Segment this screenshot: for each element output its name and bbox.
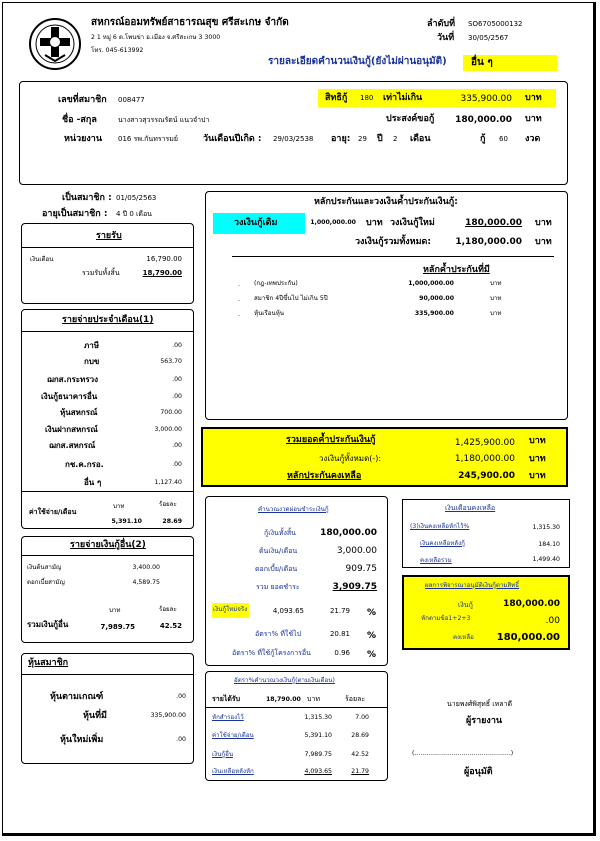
after-loan-pct-sign: %: [367, 608, 377, 618]
installment-row-3-label: รวม ยอดชำระ: [256, 583, 300, 591]
total-limit-value: 1,180,000.00: [455, 237, 522, 247]
cost-per-month-label: ค่าใช้จ่าย/เดือน: [29, 508, 77, 516]
cost-value: 5,391.10: [111, 518, 142, 525]
installment-row-0-label: กู้เงินทั้งสิ้น: [264, 529, 296, 537]
guarantee-item-unit: บาท: [490, 295, 502, 302]
loan-type-badge: อื่น ๆ: [463, 55, 557, 71]
approval-loan-label: เงินกู้: [458, 601, 473, 609]
months-label: เดือน: [410, 134, 431, 144]
rights-count: 180: [360, 94, 374, 102]
ratio-used-value: 20.81: [329, 630, 350, 638]
monthly-item-label: เงินกู้ธนาคารอื่น: [41, 392, 98, 401]
installment-row-2-value: 909.75: [345, 564, 377, 574]
age-months: 2: [393, 135, 398, 143]
ratio-row-value: 1,315.30: [304, 714, 332, 721]
member-since-label: เป็นสมาชิก :: [62, 193, 112, 203]
ratio-row-pct: 28.69: [351, 732, 369, 739]
ratio-row-value: 4,093.65: [304, 768, 332, 775]
installments-value: 60: [499, 135, 508, 143]
age-label: อายุ:: [331, 134, 351, 144]
rights-baht: บาท: [525, 93, 542, 103]
monthly-item-label: กบข: [84, 357, 100, 366]
loan-expense-title: รายจ่ายเงินกู้อื่น(2): [70, 540, 146, 550]
approver-signature-line: (.................................................): [412, 750, 514, 757]
total-limit-label: วงเงินกู้รวมทั้งหมด:: [355, 237, 431, 247]
guarantee-title: หลักค้ำประกันที่มี: [423, 265, 490, 275]
order-label: ลำดับที่: [427, 19, 456, 29]
member-id-label: เลขที่สมาชิก: [58, 95, 107, 105]
reporter-name: นายพงศ์พิสุทธิ์ เหลาดี: [447, 700, 513, 708]
remaining-salary-row-2-value: 1,499.40: [532, 556, 560, 563]
ratio-row-label: ค่าใช้จ่าย/เดือน: [212, 732, 254, 739]
monthly-item-value: 700.00: [160, 409, 182, 416]
monthly-item-label: หุ้นสหกรณ์: [60, 408, 98, 417]
collateral-title: หลักประกันและวงเงินค้ำประกันเงินกู้:: [314, 197, 458, 207]
birth-label: วันเดือนปีเกิด :: [203, 134, 262, 144]
guarantee-bullet: .: [238, 281, 240, 288]
monthly-item-value: .00: [172, 442, 182, 449]
rights-highlight: [318, 89, 556, 107]
salary-value: 16,790.00: [146, 255, 182, 263]
loan-expense-item-1-label: ดอกเบี้ยสามัญ: [27, 579, 65, 586]
after-loan-value: 4,093.65: [272, 607, 304, 615]
guarantee-item-label: หุ้นเรือนหุ้น: [254, 310, 285, 317]
ratio-row-pct: 21.79: [351, 768, 369, 775]
guarantee-bullet: .: [238, 311, 240, 318]
org-address: 2 1 หมู่ 6 ต.โพนข่า อ.เมือง จ.ศรีสะเกษ 3 3000: [91, 34, 221, 41]
remaining-salary-row-1-label: เงินคงเหลือหลังกู้: [420, 540, 465, 547]
new-limit-label: วงเงินกู้ใหม่: [390, 218, 435, 228]
total-limit-baht: บาท: [535, 237, 552, 247]
new-limit-baht: บาท: [535, 218, 552, 228]
remaining-salary-row-0-label: (3)เงินคงเหลือหักไว้%: [410, 523, 470, 530]
monthly-item-value: .00: [172, 393, 182, 400]
ratio-pct-header: ร้อยละ: [345, 695, 366, 703]
installment-row-0-value: 180,000.00: [320, 528, 377, 538]
income-title: รายรับ: [96, 231, 122, 241]
cost-pct-header: ร้อยละ: [159, 501, 177, 508]
ratio-table-box: [205, 671, 388, 781]
member-name-label: ชื่อ -สกุล: [62, 115, 97, 125]
member-age-value: 4 ปี 0 เดือน: [116, 210, 152, 218]
guarantee-item-value: 335,900.00: [414, 310, 454, 317]
ratio-income-value: 18,790.00: [266, 696, 301, 703]
monthly-item-label: ฌกส.สหกรณ์: [49, 441, 96, 450]
monthly-item-value: .00: [172, 342, 182, 349]
guarantee-item-label: สมาชิก 4ปีขึ้นไป ไม่เกิน 5ปี: [254, 295, 328, 302]
cooperative-logo: [28, 17, 82, 71]
date-value: 30/05/2567: [468, 34, 509, 42]
member-since-value: 01/05/2563: [116, 194, 157, 202]
guarantee-item-value: 90,000.00: [419, 295, 454, 302]
loan-expense-total-label: รวมเงินกู้อื่น: [27, 620, 69, 629]
old-limit-baht: บาท: [366, 218, 383, 228]
member-age-label: อายุเป็นสมาชิก :: [42, 209, 108, 219]
approval-deduct-label: หักตามข้อ1+2+3: [421, 615, 471, 622]
guarantee-item-value: 1,000,000.00: [408, 280, 454, 287]
total-loan-value: 1,180,000.00: [454, 454, 515, 464]
date-label: วันที่: [437, 33, 455, 43]
approval-title: ผลการพิจารณาอนุมัติเงินกู้ตามสิทธิ์: [425, 582, 520, 589]
age-years: 29: [358, 135, 367, 143]
installment-row-1-value: 3,000.00: [336, 546, 377, 556]
installment-title: คำนวณงวดผ่อนชำระเงินกู้: [258, 506, 329, 513]
monthly-item-label: ภาษี: [84, 341, 100, 350]
remaining-salary-title: เงินเดือนคงเหลือ: [445, 504, 496, 512]
loan-expense-total-pct: 42.52: [159, 622, 182, 630]
remaining-salary-row-0-value: 1,315.30: [532, 524, 560, 531]
reporter-role: ผู้รายงาน: [466, 716, 503, 726]
installment-box: [205, 496, 388, 666]
ratio-other-pct-sign: %: [367, 650, 377, 660]
approval-deduct-value: .00: [545, 616, 560, 626]
shares-item-0-value: .00: [176, 693, 186, 700]
shares-item-2-value: .00: [176, 736, 186, 743]
guarantee-item-unit: บาท: [490, 310, 502, 317]
ratio-row-value: 5,391.10: [304, 732, 332, 739]
remaining-salary-row-2-label: คงเหลือรวม: [420, 557, 452, 564]
monthly-item-value: .00: [172, 461, 182, 468]
rights-amount: 335,900.00: [460, 94, 512, 104]
approval-balance-value: 180,000.00: [496, 632, 560, 643]
total-loan-label: วงเงินกู้ทั้งหมด(-):: [319, 454, 382, 463]
ratio-used-label: อัตรา% ที่ใช้ไป: [255, 630, 302, 638]
guarantee-item-unit: บาท: [490, 280, 502, 287]
member-unit-value: 016 รพ.กันทรารมย์: [118, 135, 178, 143]
loan-expense-item-0-label: เงินต้นสามัญ: [27, 564, 62, 571]
member-unit-label: หน่วยงาน: [64, 134, 103, 144]
ratio-row-pct: 7.00: [355, 714, 369, 721]
shares-box: [21, 653, 194, 764]
member-name-value: นางสาวสุวรรณรัตน์ แนวจำปา: [118, 116, 210, 124]
order-value: SO6705000132: [468, 20, 523, 28]
loan-expense-total-value: 7,989.75: [100, 623, 135, 631]
total-guarantee-label: รวมยอดค้ำประกันเงินกู้: [286, 435, 376, 445]
loan-label: กู้: [480, 134, 486, 144]
years-label: ปี: [377, 134, 383, 144]
ratio-table-title: อัตรา%คำนวณวงเงินกู้(ตามเงินเดือน): [234, 677, 335, 684]
monthly-item-label: อื่น ๆ: [84, 478, 102, 487]
rights-label: สิทธิกู้: [325, 93, 348, 103]
shares-item-0-label: หุ้นตามเกณฑ์: [50, 692, 104, 702]
ratio-other-value: 0.96: [334, 649, 350, 657]
after-loan-pct: 21.79: [329, 607, 350, 615]
installment-row-1-label: ต้นเงิน/เดือน: [259, 547, 298, 555]
shares-title: หุ้นสมาชิก: [28, 658, 69, 668]
total-guarantee-value: 1,425,900.00: [454, 438, 515, 448]
total-guarantee-baht: บาท: [529, 436, 546, 446]
cost-pct: 28.69: [162, 518, 182, 525]
old-limit-label: วงเงินกู้เดิม: [234, 218, 278, 228]
remaining-salary-row-1-value: 184.10: [538, 541, 560, 548]
monthly-item-value: 1,127.40: [154, 479, 182, 486]
approval-loan-value: 180,000.00: [503, 599, 560, 609]
ratio-income-label: รายได้รับ: [212, 695, 241, 703]
shares-item-1-label: หุ้นที่มี: [83, 711, 107, 721]
ratio-row-label: เงินกู้อื่น: [212, 751, 234, 758]
monthly-item-value: 563.70: [160, 358, 182, 365]
approval-balance-label: คงเหลือ: [453, 634, 474, 641]
not-exceed-label: เท่าไม่เกิน: [383, 93, 423, 103]
installment-row-2-label: ดอกเบี้ย/เดือน: [255, 565, 298, 573]
total-loan-baht: บาท: [529, 454, 546, 464]
loan-expense-item-0-value: 3,400.00: [132, 564, 160, 571]
shares-item-2-label: หุ้นใหม่เพิ่ม: [60, 735, 104, 745]
intent-label: ประสงค์ขอกู้: [386, 114, 435, 124]
remaining-value: 245,900.00: [458, 471, 515, 481]
installment-row-3-value: 3,909.75: [332, 582, 377, 592]
income-total-value: 18,790.00: [142, 269, 182, 277]
shares-item-1-value: 335,900.00: [150, 712, 186, 719]
birth-value: 29/03/2538: [273, 135, 314, 143]
loan-expense-pct-header: ร้อยละ: [159, 606, 177, 613]
installment-unit: งวด: [525, 134, 541, 144]
ratio-row-value: 7,989.75: [304, 751, 332, 758]
approver-role: ผู้อนุมัติ: [464, 767, 493, 777]
intent-baht: บาท: [525, 114, 542, 124]
guarantee-item-label: (กฎ-เทพประกัน): [254, 280, 298, 287]
new-limit-value: 180,000.00: [465, 218, 522, 228]
ratio-baht-header: บาท: [307, 695, 320, 703]
monthly-item-label: กช.ค.กรอ.: [65, 460, 104, 469]
monthly-title: รายจ่ายประจำเดือน(1): [62, 315, 154, 325]
ratio-used-pct-sign: %: [367, 631, 377, 641]
guarantee-bullet: .: [238, 296, 240, 303]
monthly-item-label: ฌกส.กระทรวง: [47, 375, 99, 384]
old-limit-value: 1,000,000.00: [310, 219, 356, 226]
ratio-other-label: อัตรา% ที่ใช้กู้โครงการอื่น: [232, 649, 311, 657]
loan-expense-item-1-value: 4,589.75: [132, 579, 160, 586]
monthly-expense-box: [21, 309, 194, 529]
monthly-item-value: 3,000.00: [154, 426, 182, 433]
after-loan-label: เงินกู้ใหม่จริง: [213, 606, 248, 613]
monthly-item-value: .00: [172, 376, 182, 383]
intent-amount: 180,000.00: [455, 115, 512, 125]
loan-expense-baht-header: บาท: [109, 607, 121, 614]
remaining-baht: บาท: [529, 471, 546, 481]
doc-title: รายละเอียดคำนวนเงินกู้(ยังไม่ผ่านอนุมัติ): [268, 56, 447, 67]
monthly-item-label: เงินฝากสหกรณ์: [45, 425, 98, 434]
ratio-row-label: เงินเหลือหลังหัก: [212, 768, 254, 775]
salary-label: เงินเดือน: [30, 256, 54, 263]
org-phone: โทร. 045-613992: [91, 47, 144, 54]
cost-baht-header: บาท: [113, 503, 125, 510]
ratio-row-label: หักสำรองไว้: [212, 714, 244, 721]
member-id-value: 008477: [118, 96, 145, 104]
remaining-label: หลักประกันคงเหลือ: [287, 471, 362, 481]
income-total-label: รวมรับทั้งสิ้น: [82, 269, 120, 277]
org-name: สหกรณ์ออมทรัพย์สาธารณสุข ศรีสะเกษ จำกัด: [91, 17, 289, 28]
ratio-row-pct: 42.52: [351, 751, 369, 758]
